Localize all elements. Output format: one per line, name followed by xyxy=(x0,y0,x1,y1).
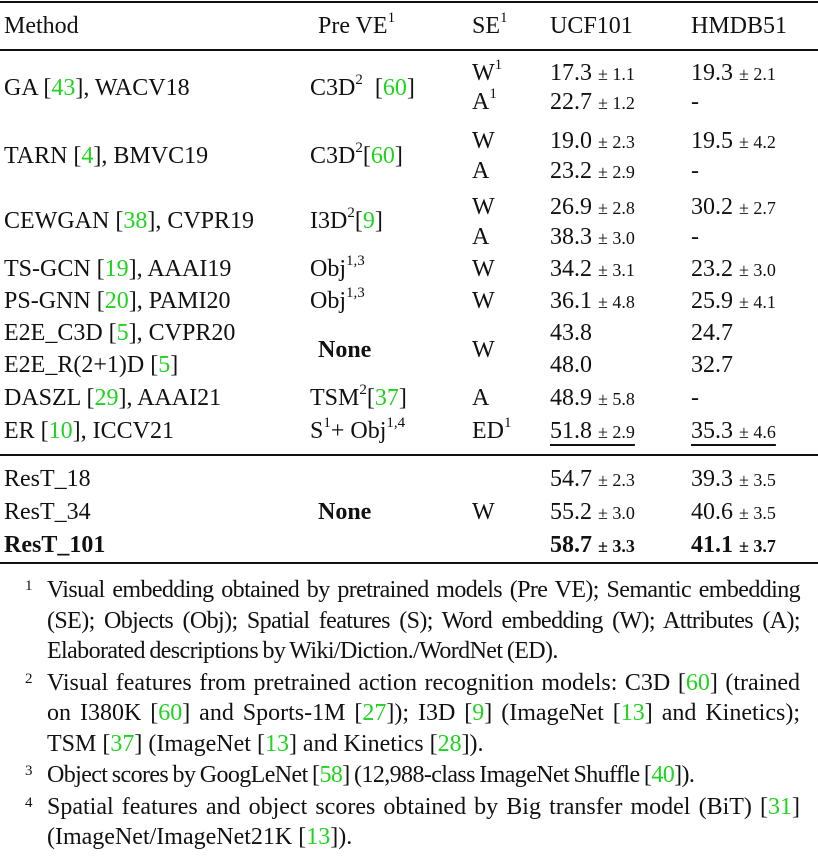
pre-ve: $I3D^2[9]$ xyxy=(310,205,383,234)
hmdb-value: 40.6 ± 3.5 xyxy=(691,499,776,525)
ucf-value: 38.3 ± 3.0 xyxy=(550,224,635,250)
method-name: GA [43], WACV18 xyxy=(4,75,190,101)
citation-link[interactable]: 13 xyxy=(264,730,289,757)
footnotes xyxy=(0,575,800,854)
citation-link[interactable]: 31 xyxy=(768,793,792,820)
footnote-4: 4 Spatial features and object scores obtained by Big transfer model (BiT) [31] (ImageNet/ImageNet21K [13]). xyxy=(0,792,800,853)
table-bottom-rule xyxy=(0,562,818,564)
citation-link[interactable]: 10 xyxy=(48,418,73,444)
footnote-mark: 3 xyxy=(25,763,32,779)
section-rule xyxy=(0,454,818,456)
hmdb-value: 25.9 ± 4.1 xyxy=(691,288,776,314)
method-name: TS-GCN [19], AAAI19 xyxy=(4,256,232,282)
pre-ve: TSM$^2$[37] xyxy=(310,382,407,411)
citation-link[interactable]: 43 xyxy=(51,75,76,101)
pre-ve: None xyxy=(318,337,372,363)
ucf-value: 19.0 ± 2.3 xyxy=(550,128,635,154)
citation-link[interactable]: 58 xyxy=(319,762,343,788)
citation-link[interactable]: 13 xyxy=(306,824,331,850)
footnote-mark: 1 xyxy=(387,10,396,26)
header-pre-ve xyxy=(318,12,395,40)
ucf-value: 23.2 ± 2.9 xyxy=(550,158,635,184)
method-name: PS-GNN [20], PAMI20 xyxy=(4,288,231,314)
footnote-mark: 1 xyxy=(500,10,508,26)
pre-ve: Obj$^{1,3}$ xyxy=(310,285,365,314)
citation-link[interactable]: 60 xyxy=(158,700,183,726)
citation-link[interactable]: 13 xyxy=(620,700,645,726)
pre-ve: $S^1+ Obj^{1,4}$ xyxy=(310,415,406,444)
hmdb-value: 23.2 ± 3.0 xyxy=(691,256,776,282)
header-method: Method xyxy=(4,13,79,39)
citation-link[interactable]: 28 xyxy=(437,730,462,757)
se: $W^1$ xyxy=(472,57,503,86)
citation-link[interactable]: 9 xyxy=(362,208,375,234)
footnote-mark: 4 xyxy=(25,794,33,811)
footnote-mark: 2 xyxy=(25,670,33,687)
pre-ve: $C3D^2[60]$ xyxy=(310,140,403,169)
citation-link[interactable]: 60 xyxy=(685,669,710,696)
pre-ve: None xyxy=(318,499,372,525)
se: A xyxy=(472,158,490,184)
citation-link[interactable]: 20 xyxy=(104,288,129,314)
method-name: CEWGAN [38], CVPR19 xyxy=(4,208,255,234)
citation-link[interactable]: 38 xyxy=(123,208,148,234)
hmdb-value: 32.7 xyxy=(691,352,733,378)
header-se-label: SE xyxy=(472,13,501,39)
header-rule xyxy=(0,49,818,51)
citation-link[interactable]: 19 xyxy=(104,256,129,282)
se: W xyxy=(472,337,495,363)
hmdb-value: 39.3 ± 3.5 xyxy=(691,466,776,492)
se: A xyxy=(472,224,490,250)
se: $ED^1$ xyxy=(472,415,512,444)
ucf-value-second-best: 51.8 ± 2.9 xyxy=(550,418,635,444)
footnote-1 xyxy=(0,575,800,667)
pre-ve: Obj$^{1,3}$ xyxy=(310,253,365,282)
citation-link[interactable]: 60 xyxy=(382,75,407,101)
citation-link[interactable]: 27 xyxy=(362,700,387,726)
se: W xyxy=(472,256,495,282)
method-name: E2E_R(2+1)D [5] xyxy=(4,352,179,378)
se: W xyxy=(472,288,495,314)
se: W xyxy=(472,194,495,220)
citation-link[interactable]: 37 xyxy=(110,730,135,757)
method-name: ResT_34 xyxy=(4,499,91,525)
se: A xyxy=(472,385,490,411)
footnote-3: 3 Object scores by GoogLeNet [58] (12,988-class ImageNet Shuffle [40]). xyxy=(0,760,800,791)
ucf-value: 17.3 ± 1.1 xyxy=(550,60,635,86)
ucf-value: 34.2 ± 3.1 xyxy=(550,256,635,282)
hmdb-value: - xyxy=(691,224,699,250)
method-name: ResT_18 xyxy=(4,466,91,492)
header-hmdb51: HMDB51 xyxy=(691,13,788,39)
method-name: ER [10], ICCV21 xyxy=(4,418,175,444)
footnote-2: 2 Visual features from pretrained action recognition models: C3D [60] (trained on I380K [60] and Sports-1M [27]); I3D [9] (ImageNet [13] and Kinetics); TSM [37] (ImageNet [13] and Kinetics [28]). xyxy=(0,668,800,760)
hmdb-value: 30.2 ± 2.7 xyxy=(691,194,776,220)
citation-link[interactable]: 37 xyxy=(374,385,399,411)
se: W xyxy=(472,128,495,154)
ucf-value: 48.9 ± 5.8 xyxy=(550,385,635,411)
citation-link[interactable]: 40 xyxy=(651,762,675,788)
ucf-value: 22.7 ± 1.2 xyxy=(550,89,635,115)
se: W xyxy=(472,499,495,525)
citation-link[interactable]: 5 xyxy=(116,320,129,346)
ucf-value: 48.0 xyxy=(550,352,592,378)
se: $A^1$ xyxy=(472,86,497,115)
ucf-value-best: 58.7 ± 3.3 xyxy=(550,532,635,558)
ucf-value: 26.9 ± 2.8 xyxy=(550,194,635,220)
citation-link[interactable]: 5 xyxy=(158,352,171,378)
method-name: E2E_C3D [5], CVPR20 xyxy=(4,320,236,346)
header-ucf101: UCF101 xyxy=(550,13,633,39)
pre-ve: $C3D^2$ [60] xyxy=(310,72,415,101)
hmdb-value: - xyxy=(691,89,699,115)
hmdb-value: 24.7 xyxy=(691,320,733,346)
method-name: DASZL [29], AAAI21 xyxy=(4,385,222,411)
citation-link[interactable]: 60 xyxy=(370,143,395,169)
hmdb-value: 19.3 ± 2.1 xyxy=(691,60,776,86)
method-name-best: ResT_101 xyxy=(4,532,106,558)
hmdb-value: - xyxy=(691,385,699,411)
hmdb-value: - xyxy=(691,158,699,184)
hmdb-value-best: 41.1 ± 3.7 xyxy=(691,532,776,558)
citation-link[interactable]: 4 xyxy=(81,143,94,169)
ucf-value: 36.1 ± 4.8 xyxy=(550,288,635,314)
table-top-rule xyxy=(0,1,818,3)
ucf-value: 43.8 xyxy=(550,320,592,346)
citation-link[interactable]: 9 xyxy=(472,700,485,726)
ucf-value: 54.7 ± 2.3 xyxy=(550,466,635,492)
hmdb-value-second-best: 35.3 ± 4.6 xyxy=(691,418,776,444)
hmdb-value: 19.5 ± 4.2 xyxy=(691,128,776,154)
footnote-mark: 1 xyxy=(25,578,32,594)
header-se xyxy=(472,12,508,40)
citation-link[interactable]: 29 xyxy=(94,385,119,411)
footnote-text: Visual embedding obtained by pretrained models (Pre VE); Semantic embedding (SE); Objects (Obj); Spatial features (S); Word embedding (W); Attributes (A); Elaborated descriptions by Wiki/Diction./WordNet (ED). xyxy=(47,577,800,664)
method-name: TARN [4], BMVC19 xyxy=(4,143,209,169)
ucf-value: 55.2 ± 3.0 xyxy=(550,499,635,525)
header-pre-ve-label: Pre VE xyxy=(318,13,388,39)
